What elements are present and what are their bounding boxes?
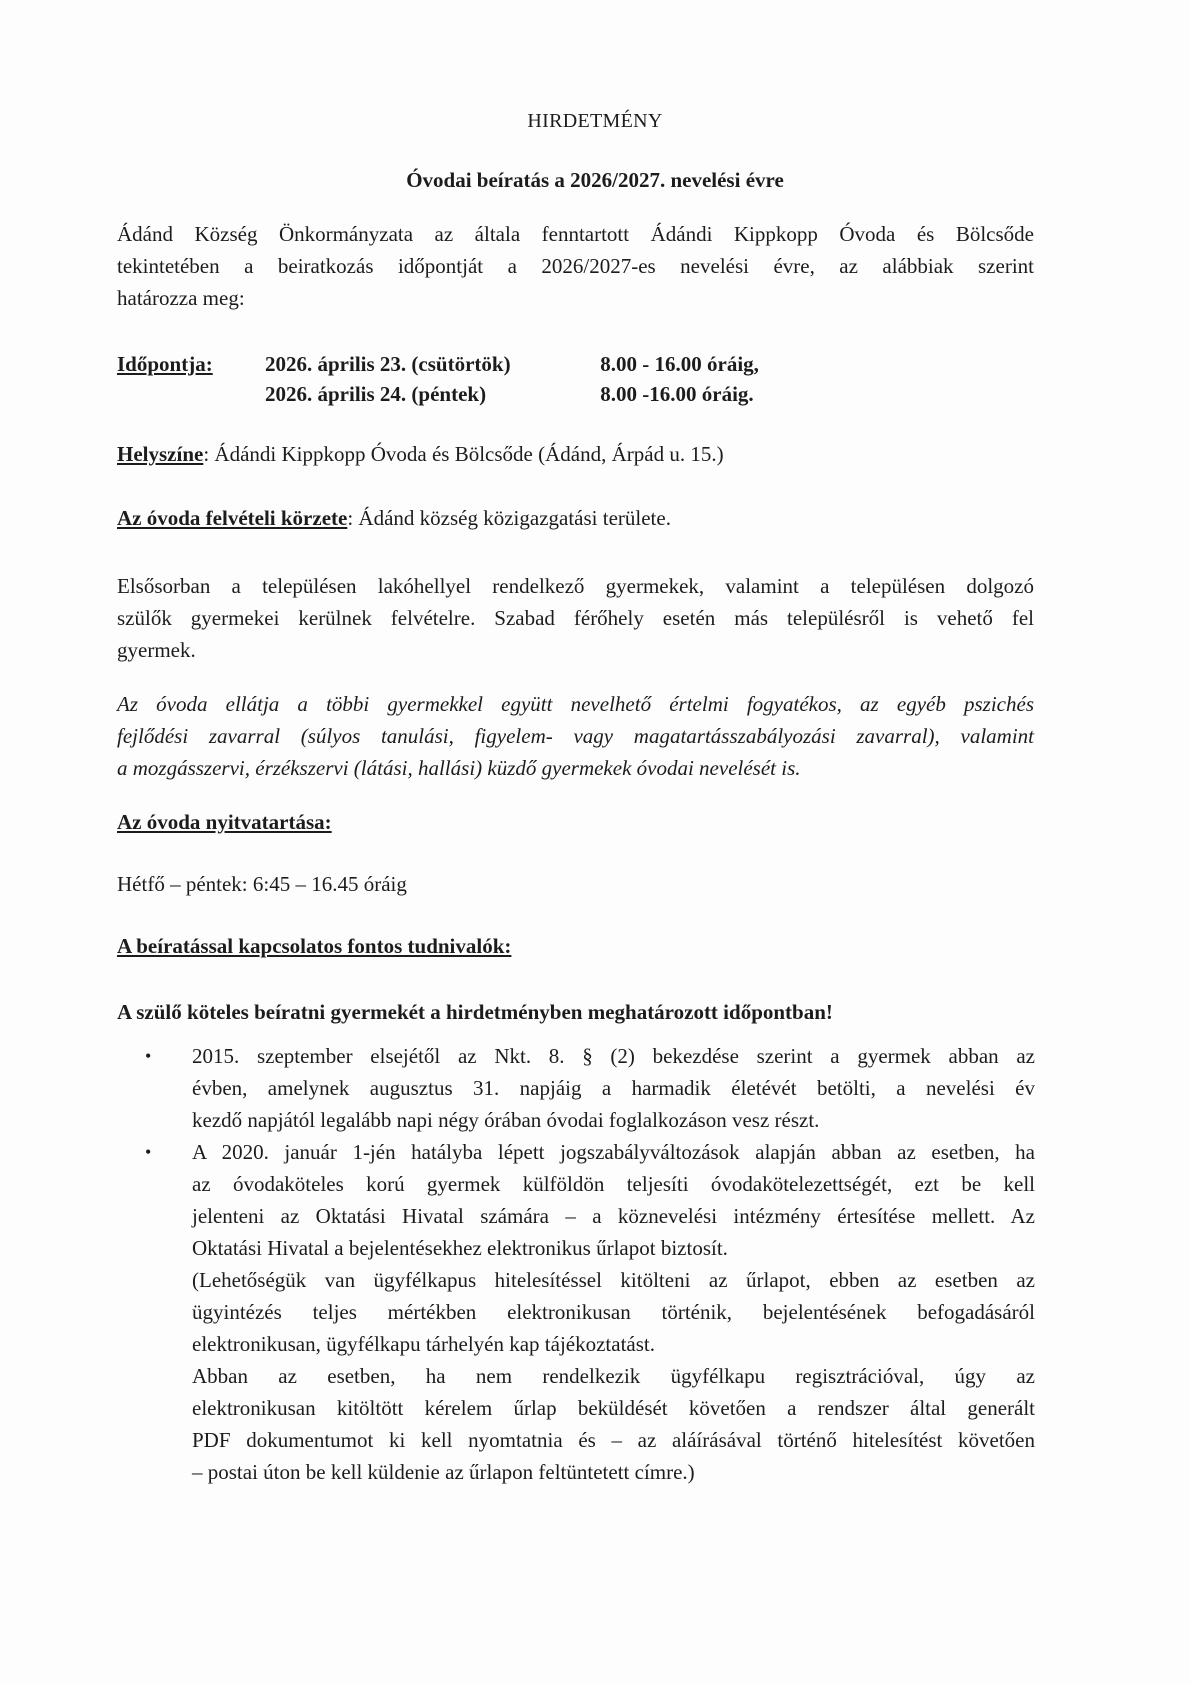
schedule-time: 8.00 -16.00 óráig. [600,382,754,406]
bullet-icon: • [145,1046,152,1066]
bullet-line: Oktatási Hivatal a bejelentésekhez elektronikus űrlapot biztosít. [192,1236,728,1260]
document-title: HIRDETMÉNY [527,110,663,132]
schedule-time: 8.00 - 16.00 óráig, [600,352,759,376]
bullet-line: PDF dokumentumot ki kell nyomtatnia és – az aláírásával történő hitelesítést követően [192,1428,1035,1452]
district-line [117,506,671,531]
schedule-row [265,382,754,407]
bullet-line: kezdő napjától legalább napi négy órában óvodai foglalkozáson vesz részt. [192,1108,820,1132]
schedule-row [265,352,759,377]
location-line [117,442,724,467]
district-value: : Ádánd község közigazgatási területe. [347,506,671,530]
district-label: Az óvoda felvételi körzete [117,506,348,530]
intro-line: tekintetében a beiratkozás időpontját a 2026/2027-es nevelési évre, az alábbiak szerint [117,254,1034,278]
bullet-line: Abban az esetben, ha nem rendelkezik ügyfélkapu regisztrációval, úgy az [192,1364,1035,1388]
special-needs-line: fejlődési zavarral (súlyos tanulási, figyelem- vagy magatartásszabályozási zavarral), valamint [117,724,1034,748]
priority-line: Elsősorban a településen lakóhellyel rendelkező gyermekek, valamint a településen dolgozó [117,574,1034,598]
bullet-line: 2015. szeptember elsejétől az Nkt. 8. § (2) bekezdése szerint a gyermek abban az [192,1044,1035,1068]
priority-paragraph [117,570,1034,666]
bullet-line: elektronikusan, ügyfélkapu tárhelyén kap tájékoztatást. [192,1332,655,1356]
bullet-line: ügyintézés teljes mértékben elektronikusan történik, bejelentésének befogadásáról [192,1300,1035,1324]
bullet-item [145,1040,1035,1136]
bullet-line: jelenteni az Oktatási Hivatal számára – a köznevelési intézmény értesítése mellett. Az [192,1204,1035,1228]
schedule-date: 2026. április 24. (péntek) [265,382,487,406]
document-subtitle: Óvodai beíratás a 2026/2027. nevelési évre [406,168,784,192]
bullet-line: (Lehetőségük van ügyfélkapus hitelesítéssel kitölteni az űrlapot, ebben az esetben az [192,1268,1035,1292]
priority-line: szülők gyermekei kerülnek felvételre. Szabad férőhely esetén más településről is vehető fel [117,606,1034,630]
intro-line: Ádánd Község Önkormányzata az általa fenntartott Ádándi Kippkopp Óvoda és Bölcsőde [117,222,1034,246]
schedule-date: 2026. április 23. (csütörtök) [265,352,511,376]
info-bullet-list [145,1040,1035,1488]
info-heading: A beíratással kapcsolatos fontos tudnivalók: [117,934,512,958]
special-needs-paragraph [117,688,1034,784]
priority-line: gyermek. [117,638,196,662]
location-label: Helyszíne [117,442,204,466]
bullet-line: elektronikusan kitöltött kérelem űrlap beküldését követően a rendszer által generált [192,1396,1035,1420]
opening-heading: Az óvoda nyitvatartása: [117,810,332,834]
bullet-item [145,1136,1035,1488]
special-needs-line: a mozgásszervi, érzékszervi (látási, hallási) küzdő gyermekek óvodai nevelését is. [117,756,801,780]
bullet-line: évben, amelynek augusztus 31. napjáig a harmadik életévét betölti, a nevelési év [192,1076,1035,1100]
bullet-line: – postai úton be kell küldenie az űrlapon feltüntetett címre.) [192,1460,695,1484]
opening-hours: Hétfő – péntek: 6:45 – 16.45 óráig [117,872,407,896]
schedule-label: Időpontja: [117,352,213,376]
intro-paragraph [117,218,1034,314]
location-value: : Ádándi Kippkopp Óvoda és Bölcsőde (Ádánd, Árpád u. 15.) [203,442,724,466]
must-enroll-notice: A szülő köteles beíratni gyermekét a hirdetményben meghatározott időpontban! [117,1000,833,1024]
special-needs-line: Az óvoda ellátja a többi gyermekkel együtt nevelhető értelmi fogyatékos, az egyéb pszichés [117,692,1034,716]
bullet-icon: • [145,1142,152,1162]
intro-line: határozza meg: [117,286,245,310]
bullet-line: az óvodaköteles korú gyermek külföldön teljesíti óvodakötelezettségét, ezt be kell [192,1172,1035,1196]
bullet-line: A 2020. január 1-jén hatályba lépett jogszabályváltozások alapján abban az esetben, ha [192,1140,1035,1164]
